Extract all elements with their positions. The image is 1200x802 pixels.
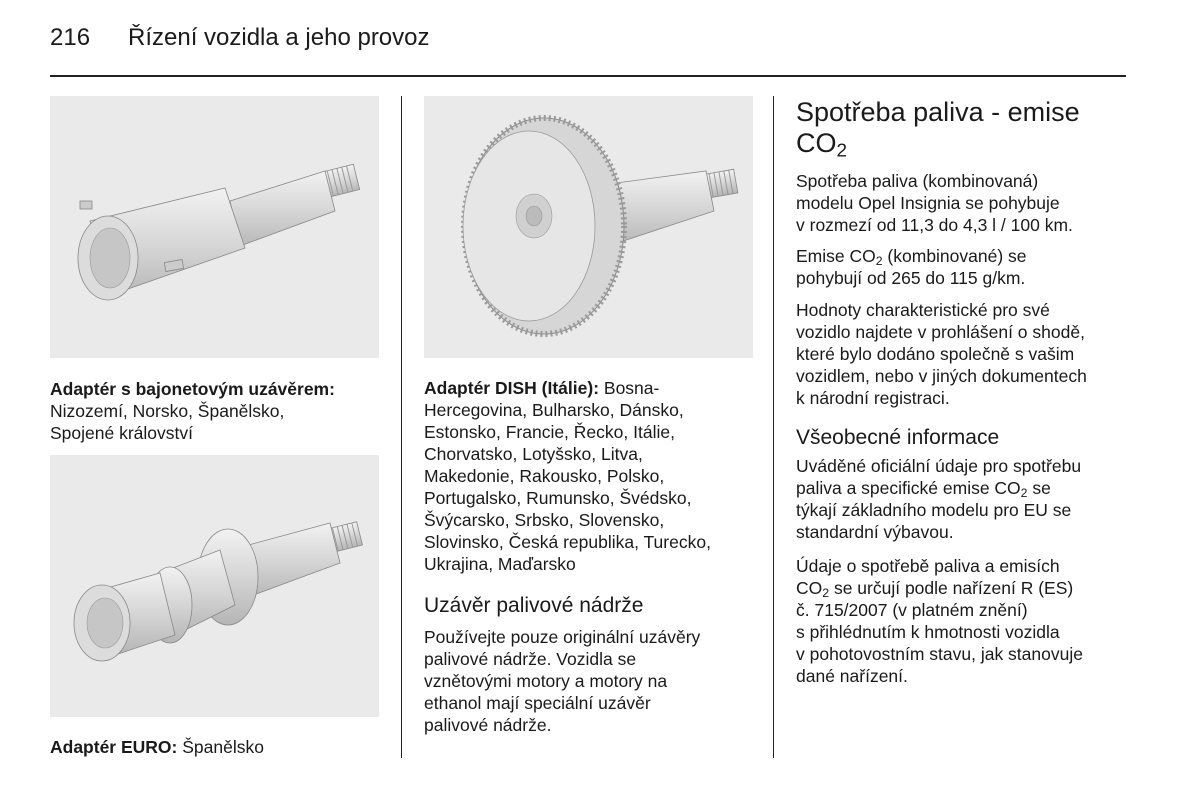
column-divider-1 [401,96,402,758]
bayonet-adapter-illustration [50,96,379,358]
general-info-line: Uváděné oficiální údaje pro spotřebu [796,456,1082,476]
regulation-line: v pohotovostním stavu, jak stanovuje [796,644,1083,664]
general-info-paragraph [796,455,1136,543]
dish-adapter-caption-line: Švýcarsko, Srbsko, Slovensko, [424,510,665,530]
emissions-line: pohybují od 265 do 115 g/km. [796,268,1026,288]
general-info-heading: Všeobecné informace [796,426,1000,449]
fuel-cap-line: palivové nádrže. Vozidla se [424,649,637,669]
regulation-paragraph [796,555,1136,687]
header-rule [50,75,1126,77]
bayonet-adapter-caption [50,378,380,444]
consumption-line: v rozmezí od 11,3 do 4,3 l / 100 km. [796,215,1073,235]
regulation-line: č. 715/2007 (v platném znění) [796,600,1028,620]
section-title-line: Spotřeba paliva - emise [796,97,1080,127]
euro-adapter-caption-text: Španělsko [177,737,264,757]
dish-adapter-caption-line: Portugalsko, Rumunsko, Švédsko, [424,488,692,508]
fuel-cap-line: Používejte pouze originální uzávěry [424,627,701,647]
consumption-paragraph [796,170,1136,236]
fuel-cap-paragraph [424,626,764,736]
consumption-line: Spotřeba paliva (kombinovaná) [796,171,1039,191]
dish-adapter-caption-line: Makedonie, Rakousko, Polsko, [424,466,665,486]
bayonet-adapter-caption-line: Spojené království [50,423,193,443]
values-line: vozidlo najdete v prohlášení o shodě, [796,322,1085,342]
dish-adapter-caption-line: Estonsko, Francie, Řecko, Itálie, [424,422,675,442]
regulation-text: se určují podle nařízení R (ES) [829,578,1074,598]
emissions-sub: 2 [875,254,883,269]
page-number: 216 [50,24,91,51]
dish-adapter-caption-line: Bosna- [599,378,660,398]
euro-adapter-illustration [50,455,379,717]
emissions-text: Emise CO [796,246,876,266]
dish-adapter-caption-line: Slovinsko, Česká republika, Turecko, [424,532,711,552]
regulation-line: Údaje o spotřebě paliva a emisích [796,556,1060,576]
bayonet-adapter-caption-label: Adaptér s bajonetovým uzávěrem: [50,379,335,399]
fuel-cap-heading: Uzávěr palivové nádrže [424,594,644,617]
column-divider-2 [773,96,774,758]
fuel-cap-line: ethanol mají speciální uzávěr [424,693,651,713]
values-line: Hodnoty charakteristické pro své [796,300,1050,320]
dish-adapter-caption [424,377,764,575]
chapter-title: Řízení vozidla a jeho provoz [128,24,430,51]
bayonet-adapter-caption-line: Nizozemí, Norsko, Španělsko, [50,401,285,421]
values-line: vozidlem, nebo v jiných dokumentech [796,366,1087,386]
regulation-line: dané nařízení. [796,666,908,686]
values-line: které bylo dodáno společně s vašim [796,344,1075,364]
section-title-co2-sub: 2 [836,140,848,162]
emissions-text: (kombinované) se [882,246,1027,266]
consumption-line: modelu Opel Insignia se pohybuje [796,193,1060,213]
dish-adapter-caption-line: Ukrajina, Maďarsko [424,554,576,574]
regulation-sub: 2 [822,586,830,601]
euro-adapter-caption-label: Adaptér EURO: [50,737,178,757]
values-paragraph [796,299,1136,409]
dish-adapter-caption-label: Adaptér DISH (Itálie): [424,378,600,398]
section-title [796,97,1136,162]
general-info-text: se [1027,478,1051,498]
emissions-paragraph [796,245,1136,289]
page-header [50,24,430,52]
euro-adapter-caption [50,736,380,758]
general-info-line: týkají základního modelu pro EU se [796,500,1072,520]
general-info-line: standardní výbavou. [796,522,954,542]
regulation-line: s přihlédnutím k hmotnosti vozidla [796,622,1060,642]
dish-adapter-caption-line: Chorvatsko, Lotyšsko, Litva, [424,444,643,464]
fuel-cap-line: palivové nádrže. [424,715,552,735]
dish-adapter-illustration [424,96,753,358]
values-line: k národní registraci. [796,388,950,408]
general-info-text: paliva a specifické emise CO [796,478,1021,498]
regulation-text: CO [796,578,823,598]
section-title-co2: CO [796,128,837,158]
dish-adapter-caption-line: Hercegovina, Bulharsko, Dánsko, [424,400,684,420]
general-info-sub: 2 [1020,486,1028,501]
fuel-cap-line: vznětovými motory a motory na [424,671,668,691]
